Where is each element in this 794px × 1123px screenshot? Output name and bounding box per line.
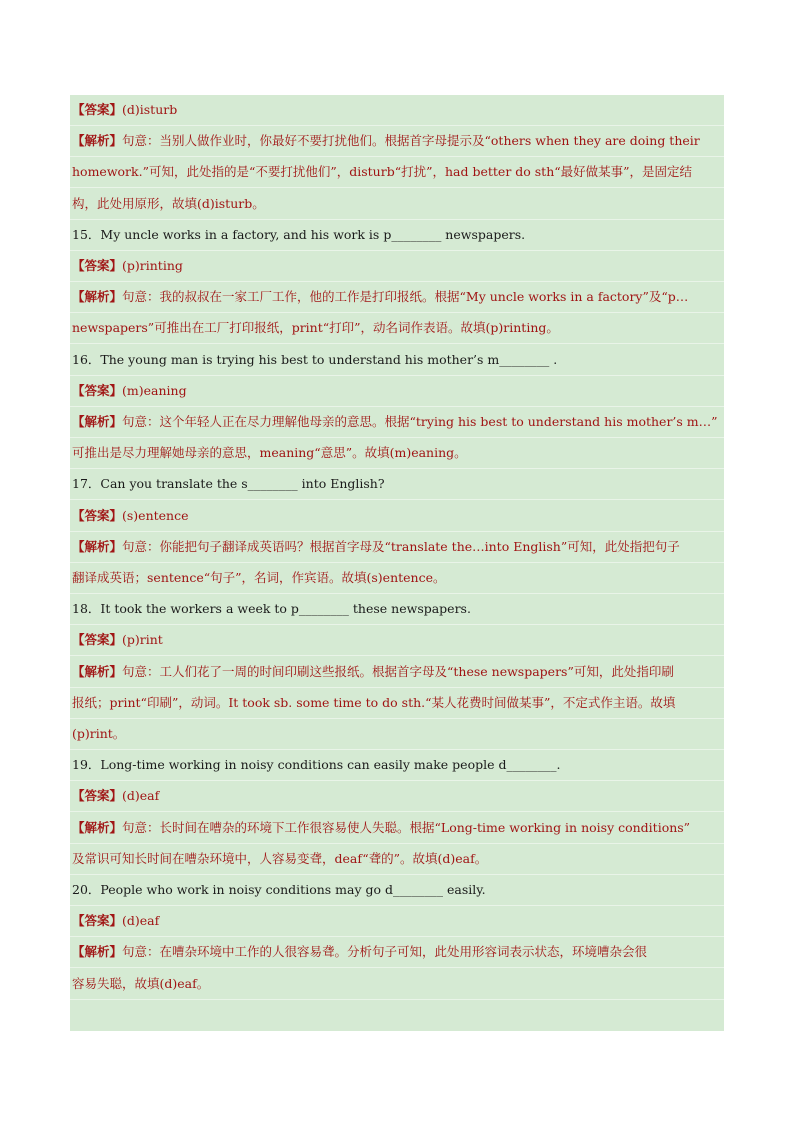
line-text: People who work in noisy conditions may go d________ easily. — [100, 882, 486, 897]
question-line — [70, 469, 724, 500]
line-tag: 【解析】 — [72, 944, 123, 960]
question-line — [70, 750, 724, 781]
answer-line — [70, 95, 724, 126]
question-line — [70, 875, 724, 906]
analysis-continuation-line — [70, 438, 724, 469]
answer-line — [70, 906, 724, 937]
question-number: 20． — [72, 882, 101, 897]
question-number: 18． — [72, 601, 101, 617]
line-text: (m)eaning — [122, 382, 187, 398]
analysis-continuation-line — [70, 157, 724, 188]
question-line — [70, 220, 724, 251]
line-text: 句意：工人们花了一周的时间印刷这些报纸。根据首字母及“these newspapers”可知，此处指印刷 — [122, 663, 674, 679]
analysis-continuation-line — [70, 189, 724, 220]
line-tag: 【解析】 — [72, 133, 123, 149]
line-text: homework.”可知，此处指的是“不要打扰他们”，disturb“打扰”，had better do sth“最好做某事”，是固定结 — [72, 164, 693, 180]
line-text: (p)rint — [122, 632, 163, 648]
answer-line — [70, 376, 724, 407]
line-tag: 【解析】 — [72, 538, 123, 554]
line-text: 构，此处用原形，故填(d)isturb。 — [72, 195, 265, 211]
line-text: 句意：在嘈杂环境中工作的人很容易聋。分析句子可知，此处用形容词表示状态，环境嘈杂会很 — [122, 944, 648, 960]
answer-line — [70, 251, 724, 282]
analysis-continuation-line — [70, 688, 724, 719]
worksheet-panel — [70, 95, 724, 1031]
question-number: 16． — [72, 351, 101, 367]
line-text: 句意：我的叔叔在一家工厂工作，他的工作是打印报纸。根据“My uncle works in a factory”及“p… — [122, 289, 689, 305]
line-tag: 【答案】 — [72, 632, 123, 648]
line-tag: 【解析】 — [72, 819, 123, 835]
line-text: 句意：长时间在嘈杂的环境下工作很容易使人失聪。根据“Long-time working in noisy conditions” — [122, 819, 691, 835]
answer-line — [70, 625, 724, 656]
analysis-continuation-line — [70, 844, 724, 875]
line-text: 句意：这个年轻人正在尽力理解他母亲的意思。根据“trying his best to understand his mother’s m…” — [122, 414, 718, 429]
analysis-line — [70, 937, 724, 968]
line-text: 容易失聪，故填(d)eaf。 — [72, 975, 210, 991]
line-text: The young man is trying his best to understand his mother’s m________ . — [100, 351, 558, 367]
line-tag: 【答案】 — [72, 382, 123, 398]
answer-line — [70, 501, 724, 532]
line-text: (p)rinting — [122, 258, 183, 273]
analysis-continuation-line — [70, 313, 724, 344]
line-tag: 【解析】 — [72, 289, 123, 305]
line-tag: 【解析】 — [72, 414, 123, 429]
line-text: (d)eaf — [122, 913, 160, 929]
line-tag: 【答案】 — [72, 913, 123, 929]
line-tag: 【解析】 — [72, 663, 123, 679]
analysis-line — [70, 657, 724, 688]
line-text: newspapers”可推出在工厂打印报纸，print“打印”，动名词作表语。故填(p)rinting。 — [72, 320, 559, 336]
question-line — [70, 594, 724, 625]
line-text: 报纸；print“印刷”，动词。It took sb. some time to do sth.“某人花费时间做某事”，不定式作主语。故填 — [72, 694, 676, 710]
line-tag: 【答案】 — [72, 788, 123, 804]
line-text: 句意：当别人做作业时，你最好不要打扰他们。根据首字母提示及“others when they are doing their — [122, 133, 700, 149]
analysis-line — [70, 532, 724, 563]
line-text: 翻译成英语；sentence“句子”，名词，作宾语。故填(s)entence。 — [72, 570, 446, 585]
question-number: 17． — [72, 476, 101, 492]
line-text: (s)entence — [122, 507, 189, 523]
line-text: Long-time working in noisy conditions can easily make people d________. — [100, 757, 561, 773]
question-number: 15． — [72, 226, 101, 242]
line-text: Can you translate the s________ into English? — [100, 476, 385, 492]
analysis-line — [70, 282, 724, 313]
analysis-line — [70, 407, 724, 438]
line-text: 及常识可知长时间在嘈杂环境中，人容易变聋，deaf“聋的”。故填(d)eaf。 — [72, 850, 488, 866]
line-text: It took the workers a week to p________ these newspapers. — [100, 601, 471, 617]
question-number: 19． — [72, 757, 101, 773]
question-line — [70, 345, 724, 376]
analysis-continuation-line — [70, 719, 724, 750]
line-text: 可推出是尽力理解她母亲的意思，meaning“意思”。故填(m)eaning。 — [72, 445, 467, 461]
answer-line — [70, 781, 724, 812]
line-tag: 【答案】 — [72, 507, 123, 523]
line-text: (d)eaf — [122, 788, 160, 804]
line-text: My uncle works in a factory, and his work is p________ newspapers. — [100, 226, 526, 242]
line-text: (p)rint。 — [72, 726, 126, 741]
line-text: (d)isturb — [122, 102, 178, 117]
analysis-continuation-line — [70, 563, 724, 594]
line-text: 句意：你能把句子翻译成英语吗？根据首字母及“translate the…into English”可知，此处指把句子 — [122, 538, 680, 554]
analysis-line — [70, 813, 724, 844]
analysis-continuation-line — [70, 969, 724, 1000]
line-tag: 【答案】 — [72, 102, 123, 117]
analysis-line — [70, 126, 724, 157]
line-tag: 【答案】 — [72, 258, 123, 273]
